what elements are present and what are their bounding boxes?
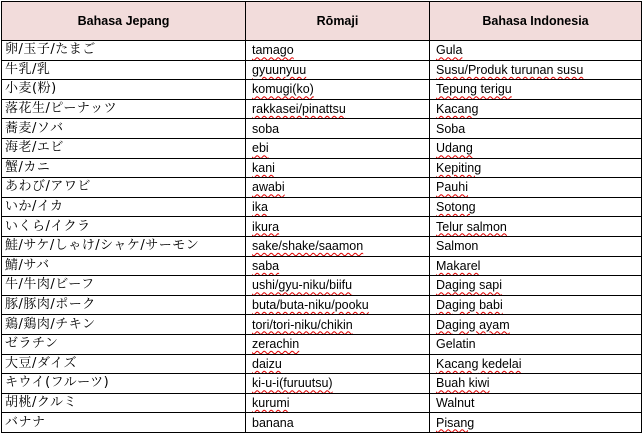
table-row [2,138,642,158]
cell-indonesian [430,256,642,276]
cell-indonesian [430,217,642,237]
table-row [2,354,642,374]
cell-indonesian [430,393,642,413]
cell-romaji [246,295,430,315]
table-row [2,315,642,335]
indonesian-text: Telur salmon [436,219,507,234]
table-row [2,276,642,296]
romaji-text: buta/buta-niku/pooku [252,298,369,313]
romaji-text: sake/shake/saamon [252,239,364,254]
cell-japanese: 小麦(粉) [2,80,246,100]
cell-romaji [246,80,430,100]
table-row [2,197,642,217]
cell-romaji [246,354,430,374]
romaji-text: zerachin [252,337,300,352]
cell-indonesian [430,60,642,80]
cell-romaji [246,413,430,433]
indonesian-text: Buah kiwi [436,376,490,391]
indonesian-text: Makarel [436,258,481,273]
indonesian-text: Sotong [436,200,476,215]
header-indonesian: Bahasa Indonesia [430,2,642,41]
cell-japanese: 卵/玉子/たまご [2,41,246,61]
romaji-text: ki-u-i(furuutsu) [252,376,333,391]
romaji-text: banana [252,415,294,430]
indonesian-text: Susu/Produk turunan susu [436,62,584,77]
cell-japanese: 鶏/鶏肉/チキン [2,315,246,335]
cell-japanese: 海老/エビ [2,138,246,158]
cell-japanese: ゼラチン [2,334,246,354]
cell-indonesian [430,158,642,178]
indonesian-text: Salmon [436,239,479,254]
romaji-text: ebi [252,141,269,156]
table-row [2,119,642,139]
header-japanese: Bahasa Jepang [2,2,246,41]
cell-japanese: 大豆/ダイズ [2,354,246,374]
table-row [2,374,642,394]
table-row [2,80,642,100]
indonesian-text: Kacang kedelai [436,356,522,371]
indonesian-text: Soba [436,121,466,136]
cell-japanese: バナナ [2,413,246,433]
cell-indonesian [430,334,642,354]
cell-romaji [246,158,430,178]
romaji-text: soba [252,121,280,136]
cell-indonesian [430,276,642,296]
indonesian-text: Daging babi [436,298,503,313]
cell-romaji [246,60,430,80]
indonesian-text: Kepiting [436,160,482,175]
table-row [2,41,642,61]
cell-indonesian [430,236,642,256]
romaji-text: rakkasei/pinattsu [252,102,346,117]
table-header-row [2,2,642,41]
cell-indonesian [430,99,642,119]
cell-romaji [246,41,430,61]
cell-indonesian [430,119,642,139]
cell-indonesian [430,41,642,61]
table-row [2,413,642,433]
table-row [2,178,642,198]
table-row [2,295,642,315]
table-row [2,60,642,80]
cell-indonesian [430,80,642,100]
table-row [2,334,642,354]
cell-japanese: 牛/牛肉/ビーフ [2,276,246,296]
romaji-text: kurumi [252,395,290,410]
cell-japanese: あわび/アワビ [2,178,246,198]
cell-indonesian [430,413,642,433]
cell-romaji [246,393,430,413]
table-row [2,158,642,178]
romaji-text: awabi [252,180,285,195]
cell-japanese: 鯖/サバ [2,256,246,276]
cell-japanese: いか/イカ [2,197,246,217]
romaji-text: tori/tori-niku/chikin [252,317,353,332]
table-row [2,256,642,276]
indonesian-text: Pauhi [436,180,468,195]
header-romaji: Rōmaji [246,2,430,41]
cell-romaji [246,276,430,296]
cell-japanese: いくら/イクラ [2,217,246,237]
romaji-text: gyuunyuu [252,62,307,77]
romaji-text: ika [252,200,268,215]
cell-romaji [246,374,430,394]
indonesian-text: Walnut [436,395,475,410]
table-row [2,99,642,119]
indonesian-text: Daging ayam [436,317,510,332]
indonesian-text: Gelatin [436,337,476,352]
indonesian-text: Gula [436,43,463,58]
cell-indonesian [430,354,642,374]
cell-indonesian [430,138,642,158]
cell-japanese: キウイ(フルーツ) [2,374,246,394]
cell-indonesian [430,197,642,217]
cell-romaji [246,334,430,354]
cell-japanese: 胡桃/クルミ [2,393,246,413]
cell-japanese: 牛乳/乳 [2,60,246,80]
cell-romaji [246,217,430,237]
cell-romaji [246,178,430,198]
cell-romaji [246,197,430,217]
romaji-text: daizu [252,356,282,371]
romaji-text: saba [252,258,280,273]
romaji-text: tamago [252,43,294,58]
cell-romaji [246,138,430,158]
cell-japanese: 豚/豚肉/ポーク [2,295,246,315]
table-row [2,393,642,413]
romaji-text: komugi(ko) [252,82,314,97]
indonesian-text: Kacang [436,102,479,117]
romaji-text: ushi/gyu-niku/biifu [252,278,353,293]
cell-romaji [246,236,430,256]
cell-japanese: 蟹/カニ [2,158,246,178]
cell-romaji [246,256,430,276]
romaji-text: kani [252,160,275,175]
cell-japanese: 蕎麦/ソバ [2,119,246,139]
table-row [2,217,642,237]
cell-romaji [246,119,430,139]
indonesian-text: Udang [436,141,473,156]
allergen-vocabulary-table [1,1,642,433]
cell-indonesian [430,315,642,335]
cell-indonesian [430,295,642,315]
cell-japanese: 鮭/サケ/しゃけ/シャケ/サーモン [2,236,246,256]
romaji-text: ikura [252,219,280,234]
cell-indonesian [430,178,642,198]
cell-romaji [246,99,430,119]
indonesian-text: Daging sapi [436,278,503,293]
table-row [2,236,642,256]
cell-japanese: 落花生/ピーナッツ [2,99,246,119]
cell-indonesian [430,374,642,394]
indonesian-text: Tepung terigu [436,82,512,97]
cell-romaji [246,315,430,335]
indonesian-text: Pisang [436,415,475,430]
